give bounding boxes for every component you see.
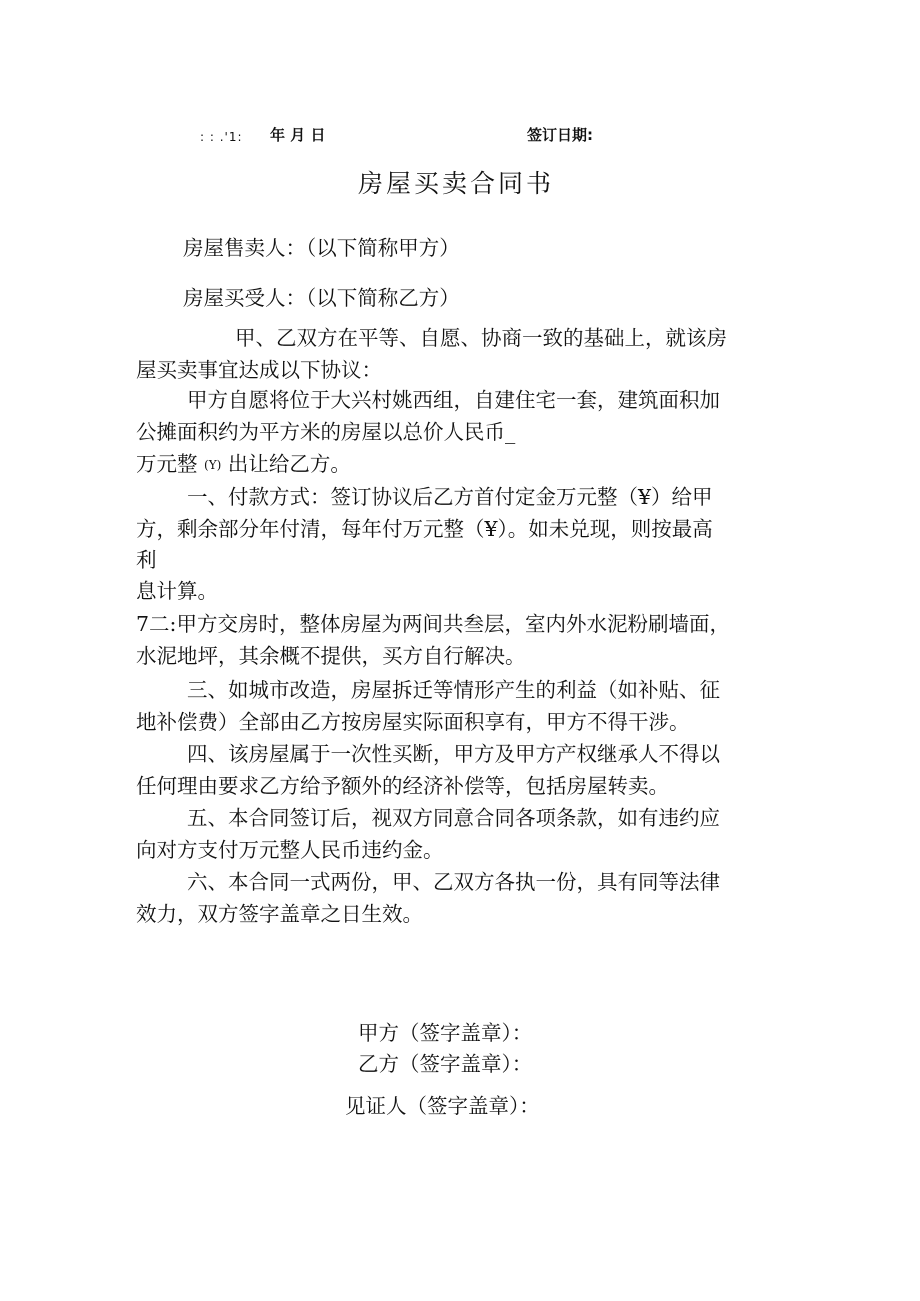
clause-5-line-2: 向对方支付万元整人民币违约金。 [136, 838, 444, 862]
signature-party-b: 乙方（签字盖章）： [358, 1052, 533, 1076]
clause-1-line-4: 息计算。 [136, 579, 218, 603]
clause-1-line-2: 方，剩余部分年付清，每年付万元整（¥）。如未兑现，则按最高 [136, 517, 713, 541]
property-amount-unit: 万元整 [136, 452, 198, 476]
clause-2-line-1: 7二:甲方交房时，整体房屋为两间共叁层，室内外水泥粉刷墙面， [136, 612, 730, 636]
header-sign-date-label: 签订日期: [527, 126, 593, 144]
clause-5-line-1: 五、本合同签订后，视双方同意合同各项条款，如有违约应 [187, 806, 720, 830]
clause-2-line-2: 水泥地坪，其余概不提供，买方自行解决。 [136, 644, 526, 668]
property-line-1: 甲方自愿将位于大兴村姚西组，自建住宅一套，建筑面积加 [187, 388, 720, 412]
signature-party-a: 甲方（签字盖章）： [358, 1021, 533, 1045]
clause-1-line-1: 一、付款方式：签订协议后乙方首付定金万元整（¥）给甲 [187, 485, 713, 509]
seller-line: 房屋售卖人：（以下简称甲方） [183, 236, 460, 260]
clause-4-line-1: 四、该房屋属于一次性买断，甲方及甲方产权继承人不得以 [187, 742, 720, 766]
clause-4-line-2: 任何理由要求乙方给予额外的经济补偿等，包括房屋转卖。 [136, 774, 669, 798]
preamble-line-2: 屋买卖事宜达成以下协议： [136, 358, 382, 382]
buyer-line: 房屋买受人：（以下简称乙方） [183, 286, 460, 310]
header-garbled-mark: : : .'1: [200, 130, 243, 144]
clause-3-line-1: 三、如城市改造，房屋拆迁等情形产生的利益（如补贴、征 [187, 678, 720, 702]
clause-6-line-2: 效力，双方签字盖章之日生效。 [136, 902, 423, 926]
header-date-label: 年 月 日 [270, 126, 326, 144]
property-line-3 [136, 451, 351, 478]
property-transfer-text: 出让给乙方。 [227, 452, 351, 476]
document-title: 房屋买卖合同书 [358, 169, 555, 198]
clause-1-line-3: 利 [136, 548, 157, 572]
property-yen-mark: (Y) [204, 458, 222, 472]
clause-3-line-2: 地补偿费）全部由乙方按房屋实际面积享有，甲方不得干涉。 [136, 710, 690, 734]
signature-witness: 见证人（签字盖章）： [345, 1094, 540, 1118]
preamble-line-1: 甲、乙双方在平等、自愿、协商一致的基础上，就该房 [235, 326, 727, 350]
property-line-2: 公摊面积约为平方米的房屋以总价人民币_ [136, 420, 516, 444]
clause-6-line-1: 六、本合同一式两份，甲、乙双方各执一份，具有同等法律 [187, 870, 720, 894]
